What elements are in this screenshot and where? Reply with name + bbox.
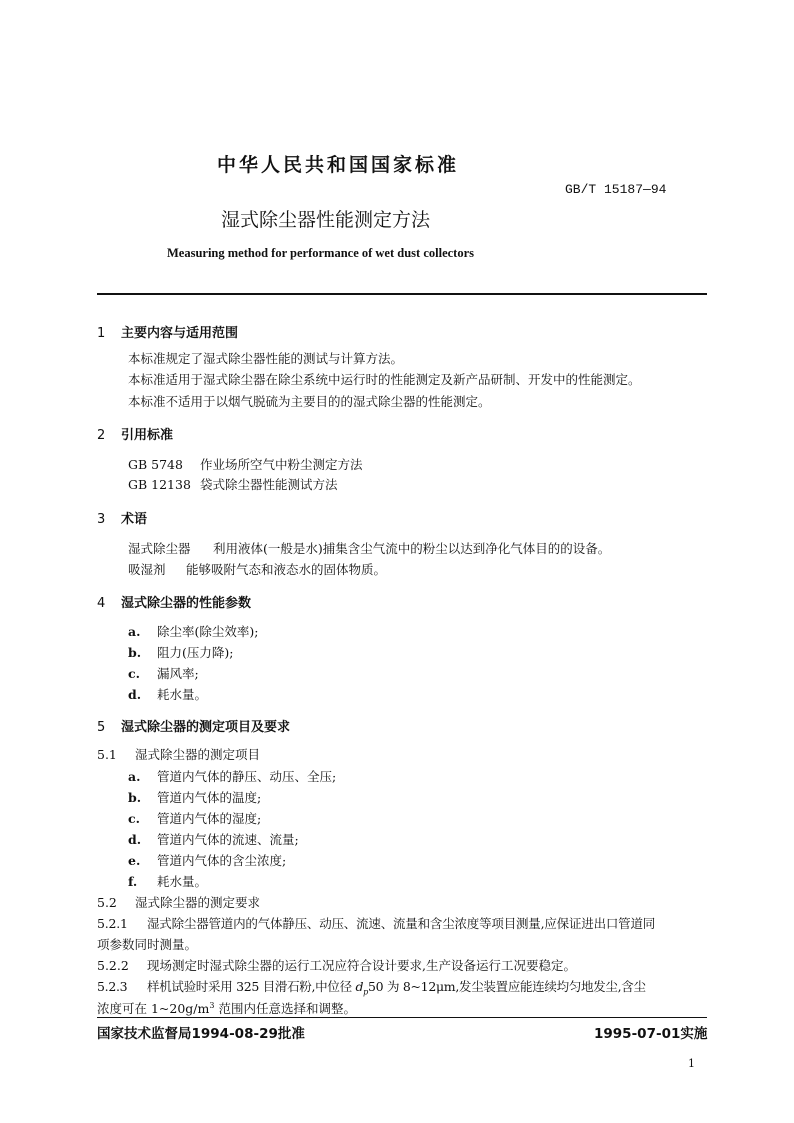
list-text: 管道内气体的温度; [157,790,262,805]
section-number: 3 [97,512,106,527]
variable-d: d [355,979,364,994]
section-1-heading [97,322,238,341]
term-definition [128,539,610,557]
clause-5-2-1-continued: 项参数同时测量。 [97,937,198,952]
document-title-cn: 湿式除尘器性能测定方法 [221,209,431,231]
section-title: 术语 [121,512,148,527]
list-text: 耗水量。 [157,687,208,702]
list-item [128,809,261,827]
implementation-date: 1995-07-01实施 [594,1026,708,1042]
clause-5-2-3 [97,977,646,997]
section-title: 湿式除尘器的测定项目及要求 [121,720,291,735]
section-5-heading [97,716,290,735]
list-text: 管道内气体的静压、动压、全压; [157,769,337,784]
list-item [128,830,299,848]
paragraph: 本标准规定了湿式除尘器性能的测试与计算方法。 [128,351,404,366]
reference-title: 袋式除尘器性能测试方法 [200,477,338,492]
list-item [128,788,261,806]
clause-5-2-1 [97,914,655,932]
list-text: 耗水量。 [157,874,208,889]
subsection-title: 湿式除尘器的测定要求 [135,895,261,910]
list-marker: a. [128,769,141,784]
list-text: 漏风率; [157,666,199,681]
paragraph: 本标准适用于湿式除尘器在除尘系统中运行时的性能测定及新产品研制、开发中的性能测定。 [128,372,641,387]
list-item [128,851,286,869]
subsection-5-2-heading [97,893,260,911]
org-title: 中华人民共和国国家标准 [217,154,460,176]
list-marker: c. [128,666,140,681]
section-number: 2 [97,428,106,443]
list-item [128,664,199,682]
list-marker: d. [128,687,142,702]
clause-text: 浓度可在 1~20g/m [97,1001,210,1016]
clause-5-2-3-continued [97,999,356,1017]
section-2-heading [97,424,173,443]
paragraph: 本标准不适用于以烟气脱硫为主要目的的湿式除尘器的性能测定。 [128,394,491,409]
subsection-5-1-heading [97,745,260,763]
header-divider [97,293,707,295]
list-item [128,872,207,890]
clause-text: 湿式除尘器管道内的气体静压、动压、流速、流量和含尘浓度等项目测量,应保证进出口管道同 [147,916,656,931]
list-item [128,643,233,661]
list-item [128,685,207,703]
reference-item [128,455,363,473]
section-number: 5 [97,720,106,735]
clause-number: 5.2.1 [97,916,128,931]
term: 吸湿剂 [128,562,166,577]
document-title-en: Measuring method for performance of wet dust collectors [167,246,474,260]
page-number: 1 [688,1057,695,1070]
subsection-number: 5.1 [97,747,117,762]
definition: 利用液体(一般是水)捕集含尘气流中的粉尘以达到净化气体目的的设备。 [213,541,611,556]
approval-line: 国家技术监督局1994-08-29批准 [97,1026,305,1042]
list-marker: b. [128,645,142,660]
section-3-heading [97,508,147,527]
clause-text: 现场测定时湿式除尘器的运行工况应符合设计要求,生产设备运行工况要稳定。 [147,958,576,973]
list-text: 除尘率(除尘效率); [157,624,259,639]
list-marker: f. [128,874,138,889]
list-marker: a. [128,624,141,639]
list-marker: c. [128,811,140,826]
section-4-heading [97,592,251,611]
term: 湿式除尘器 [128,541,191,556]
list-item [128,767,336,785]
reference-item [128,475,338,493]
section-title: 主要内容与适用范围 [121,326,239,341]
clause-text-cont: 50 为 8~12μm,发尘装置应能连续均匀地发尘,含尘 [367,979,646,994]
list-text: 管道内气体的含尘浓度; [157,853,287,868]
reference-code: GB 5748 [128,457,183,472]
clause-5-2-2 [97,956,576,974]
section-title: 引用标准 [121,428,174,443]
footer-divider [97,1017,707,1018]
definition: 能够吸附气态和液态水的固体物质。 [186,562,387,577]
list-text: 管道内气体的湿度; [157,811,262,826]
subscript-p: p [363,987,368,997]
list-text: 管道内气体的流速、流量; [157,832,299,847]
clause-text-cont: 范围内任意选择和调整。 [214,1001,356,1016]
section-title: 湿式除尘器的性能参数 [121,596,252,611]
section-number: 4 [97,596,106,611]
subsection-title: 湿式除尘器的测定项目 [135,747,261,762]
list-text: 阻力(压力降); [157,645,234,660]
reference-title: 作业场所空气中粉尘测定方法 [200,457,363,472]
term-definition [128,560,386,578]
list-marker: d. [128,832,142,847]
standard-number-text: GB/T 15187—94 [565,182,667,197]
list-marker: e. [128,853,141,868]
clause-number: 5.2.2 [97,958,129,973]
superscript-3: 3 [209,1000,215,1010]
clause-number: 5.2.3 [97,979,128,994]
section-number: 1 [97,326,106,341]
clause-text: 样机试验时采用 325 目滑石粉,中位径 [147,979,356,994]
reference-code: GB 12138 [128,477,191,492]
list-marker: b. [128,790,142,805]
subsection-number: 5.2 [97,895,117,910]
standard-number [565,182,666,197]
list-item [128,622,258,640]
